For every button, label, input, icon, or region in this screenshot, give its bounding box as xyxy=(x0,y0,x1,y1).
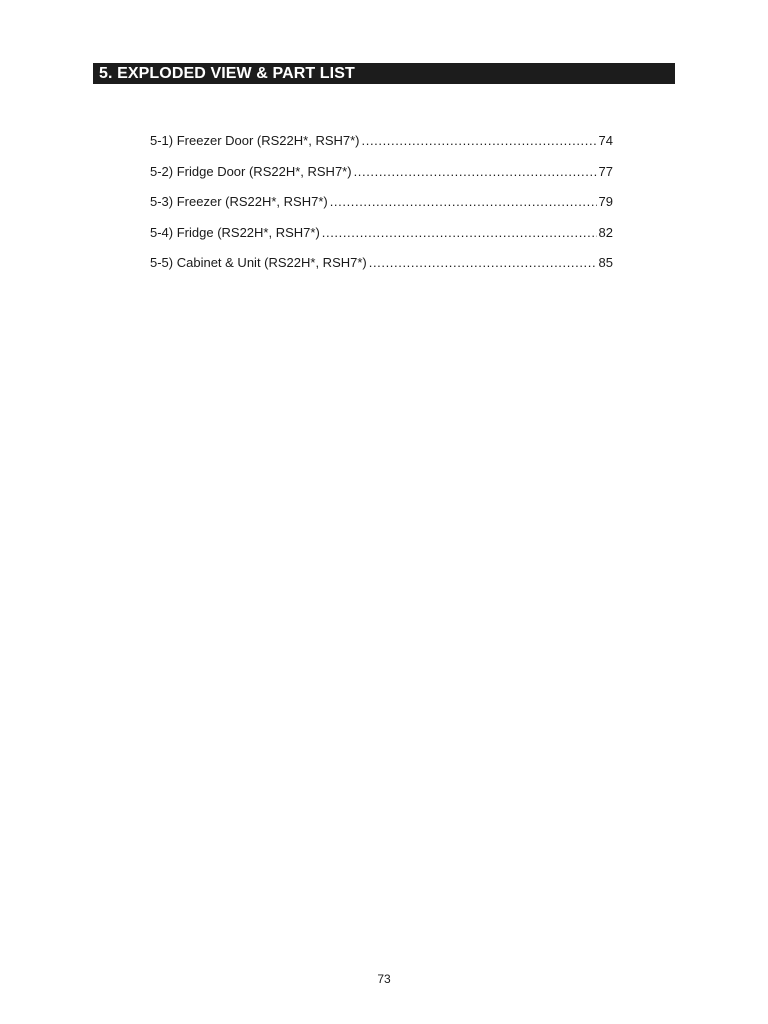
toc-item-label: 5-2) Fridge Door (RS22H*, RSH7*) xyxy=(150,163,352,179)
toc-item-fridge-door[interactable] xyxy=(150,164,613,195)
toc-item-label: 5-5) Cabinet & Unit (RS22H*, RSH7*) xyxy=(150,255,367,270)
toc-item-freezer[interactable] xyxy=(150,194,613,225)
section-title: 5. EXPLODED VIEW & PART LIST xyxy=(99,64,355,82)
toc-item-fridge[interactable] xyxy=(150,225,613,256)
toc-item-label: 5-4) Fridge (RS22H*, RSH7*) xyxy=(150,224,320,240)
toc-item-freezer-door[interactable] xyxy=(150,133,613,164)
toc-item-label: 5-3) Freezer (RS22H*, RSH7*) xyxy=(150,194,328,209)
dot-leader xyxy=(362,133,597,148)
toc-item-label: 5-1) Freezer Door (RS22H*, RSH7*) xyxy=(150,133,360,148)
table-of-contents xyxy=(150,133,613,286)
toc-item-page: 82 xyxy=(598,224,613,240)
toc-item-cabinet-unit[interactable] xyxy=(150,255,613,286)
section-header xyxy=(93,63,675,84)
toc-item-page: 77 xyxy=(598,163,613,179)
dot-leader xyxy=(330,194,597,209)
toc-item-page: 85 xyxy=(598,255,613,270)
toc-item-page: 74 xyxy=(598,133,613,148)
dot-leader xyxy=(369,255,597,270)
page-number: 73 xyxy=(377,972,391,986)
dot-leader xyxy=(322,225,597,240)
dot-leader xyxy=(354,164,597,179)
toc-item-page: 79 xyxy=(598,194,613,209)
